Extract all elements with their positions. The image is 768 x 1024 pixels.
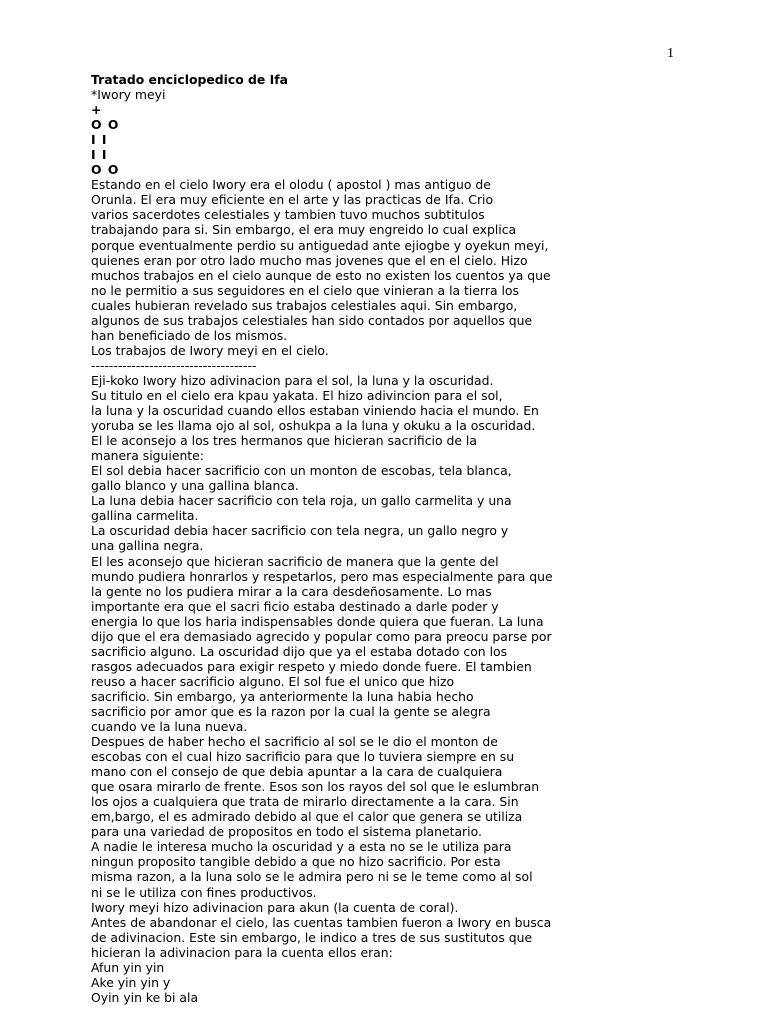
body-line: manera siguiente: — [91, 448, 204, 464]
body-line: Antes de abandonar el cielo, las cuentas tambien fueron a Iwory en busca — [91, 914, 552, 930]
odu-signature-line: I I — [91, 147, 108, 163]
body-line: dijo que el era demasiado agrecido y popular como para preocu parse por — [91, 628, 552, 644]
body-line: la gente no los pudiera mirar a la cara desdeñosamente. Lo mas — [91, 583, 492, 599]
body-line: los ojos a cualquiera que trata de mirarlo directamente a la cara. Sin — [91, 794, 519, 810]
body-line: que osara mirarlo de frente. Esos son los rayos del sol que le eslumbran — [91, 779, 540, 795]
document-title: Tratado enciclopedico de Ifa — [91, 72, 288, 87]
body-line: escobas con el cual hizo sacrificio para que lo tuviera siempre en su — [91, 749, 515, 765]
body-line: em,bargo, el es admirado debido al que el calor que genera se utiliza — [91, 809, 523, 825]
body-line: gallina carmelita. — [91, 508, 199, 524]
body-line: Afun yin yin — [91, 959, 165, 975]
document-subtitle: *Iwory meyi — [91, 87, 166, 103]
body-line: mano con el consejo de que debia apuntar a la cara de cualquiera — [91, 764, 503, 780]
body-line: misma razon, a la luna solo se le admira pero ni se le teme como al sol — [91, 869, 533, 885]
body-line: no le permitio a sus seguidores en el cielo que vinieran a la tierra los — [91, 282, 519, 298]
body-line: El les aconsejo que hicieran sacrificio de manera que la gente del — [91, 553, 499, 569]
body-line: reuso a hacer sacrificio alguno. El sol fue el unico que hizo — [91, 673, 455, 689]
body-line: energia lo que los haria indispensables donde quiera que fueran. La luna — [91, 613, 544, 629]
body-text — [91, 177, 691, 1005]
body-line: porque eventualmente perdio su antiguedad ante ejiogbe y oyekun meyi, — [91, 237, 549, 253]
body-line: quienes eran por otro lado mucho mas jovenes que el en el cielo. Hizo — [91, 252, 528, 268]
body-line: rasgos adecuados para exigir respeto y miedo donde fuere. El tambien — [91, 658, 532, 674]
odu-signature-line: I I — [91, 132, 108, 148]
body-line: sacrificio alguno. La oscuridad dijo que ya el estaba dotado con los — [91, 643, 508, 659]
body-line: trabajando para si. Sin embargo, el era muy engreido lo cual explica — [91, 222, 517, 238]
body-line: para una variedad de propositos en todo el sistema planetario. — [91, 824, 482, 840]
body-line: Iwory meyi hizo adivinacion para akun (la cuenta de coral). — [91, 899, 459, 915]
body-line: sacrificio por amor que es la razon por la cual la gente se alegra — [91, 703, 491, 719]
body-line: cuando ve la luna nueva. — [91, 719, 248, 735]
body-line: sacrificio. Sin embargo, ya anteriormente la luna habia hecho — [91, 688, 474, 704]
body-line: gallo blanco y una gallina blanca. — [91, 478, 299, 494]
body-line: ni se le utiliza con fines productivos. — [91, 884, 317, 900]
body-line: la luna y la oscuridad cuando ellos estaban viniendo hacia el mundo. En — [91, 403, 539, 419]
body-line: El sol debia hacer sacrificio con un monton de escobas, tela blanca, — [91, 463, 512, 479]
body-line: Su titulo en el cielo era kpau yakata. El hizo adivincion para el sol, — [91, 387, 503, 403]
body-line: Ake yin yin y — [91, 974, 171, 990]
document-body — [91, 72, 691, 1005]
body-line: El le aconsejo a los tres hermanos que hicieran sacrificio de la — [91, 433, 477, 449]
body-line: de adivinacion. Este sin embargo, le indico a tres de sus sustitutos que — [91, 929, 533, 945]
body-line: muchos trabajos en el cielo aunque de esto no existen los cuentos ya que — [91, 267, 551, 283]
body-line: una gallina negra. — [91, 538, 204, 554]
body-line: Eji-koko Iwory hizo adivinacion para el sol, la luna y la oscuridad. — [91, 372, 494, 388]
body-line: La oscuridad debia hacer sacrificio con tela negra, un gallo negro y — [91, 523, 509, 539]
odu-signature-line: O O — [91, 117, 120, 133]
body-line: ningun proposito tangible debido a que no hizo sacrificio. Por esta — [91, 854, 501, 870]
body-line: A nadie le interesa mucho la oscuridad y a esta no se le utiliza para — [91, 839, 512, 855]
body-line: mundo pudiera honrarlos y respetarlos, pero mas especialmente para que — [91, 568, 553, 584]
body-line: Orunla. El era muy eficiente en el arte y las practicas de Ifa. Crio — [91, 192, 494, 208]
body-line: Los trabajos de Iwory meyi en el cielo. — [91, 342, 329, 358]
body-line: importante era que el sacri ficio estaba destinado a darle poder y — [91, 598, 499, 614]
body-line: cuales hubieran revelado sus trabajos celestiales aqui. Sin embargo, — [91, 297, 518, 313]
body-line: varios sacerdotes celestiales y tambien tuvo muchos subtitulos — [91, 207, 485, 223]
body-line: algunos de sus trabajos celestiales han sido contados por aquellos que — [91, 312, 533, 328]
body-line: han beneficiado de los mismos. — [91, 327, 288, 343]
body-line: yoruba se les llama ojo al sol, oshukpa a la luna y okuku a la oscuridad. — [91, 418, 536, 434]
page-number: 1 — [667, 46, 674, 61]
odu-signature-line: + — [91, 102, 103, 118]
body-line: Despues de haber hecho el sacrificio al sol se le dio el monton de — [91, 734, 498, 750]
body-line: hicieran la adivinacion para la cuenta ellos eran: — [91, 944, 393, 960]
body-line: Oyin yin ke bi ala — [91, 989, 199, 1005]
body-line: ------------------------------------- — [91, 357, 257, 373]
body-line: Estando en el cielo Iwory era el olodu ( apostol ) mas antiguo de — [91, 177, 491, 193]
body-line: La luna debia hacer sacrificio con tela roja, un gallo carmelita y una — [91, 493, 512, 509]
odu-signature-line: O O — [91, 162, 120, 178]
